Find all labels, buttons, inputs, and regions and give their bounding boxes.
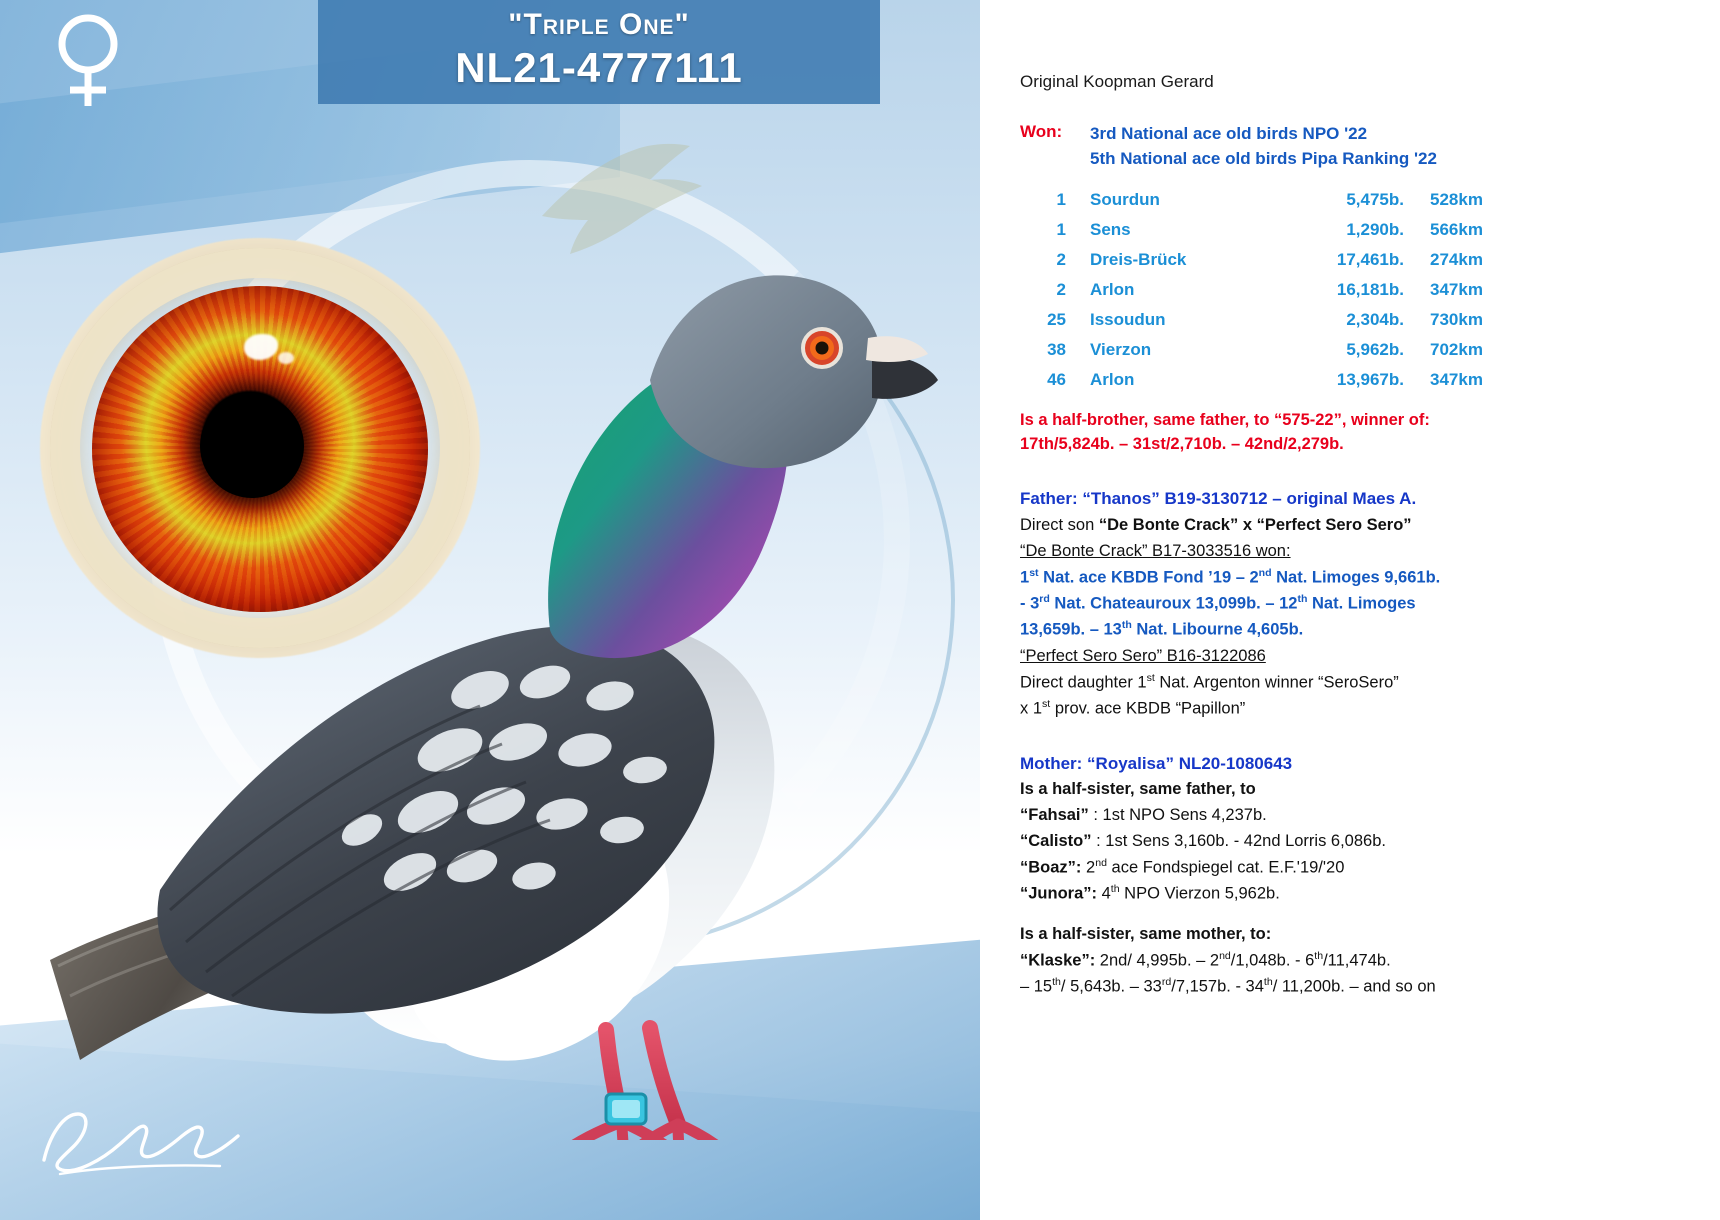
result-race: Issoudun — [1090, 310, 1166, 330]
bc3sup: th — [1121, 619, 1132, 632]
ps2b: prov. ace KBDB “Papillon” — [1050, 699, 1246, 718]
kl2b: / 5,643b. – 33 — [1060, 977, 1162, 996]
result-position: 25 — [1047, 310, 1066, 330]
father-heading: Father: “Thanos” B19-3130712 – original Maes A. — [1020, 489, 1417, 509]
result-distance: 566km — [1430, 220, 1483, 240]
breeder-signature — [24, 1094, 254, 1184]
results-table — [1020, 185, 1520, 395]
bc2sup2: th — [1297, 593, 1308, 606]
father-direct-son-line — [1020, 514, 1696, 538]
ps1sup: st — [1146, 671, 1155, 684]
female-symbol-icon — [40, 8, 136, 112]
relative-sep: : — [1091, 832, 1106, 851]
bc2sup: rd — [1039, 593, 1050, 606]
kl1sup2: th — [1314, 949, 1324, 962]
bc1a: 1 — [1020, 568, 1030, 587]
relative-sep: : — [1088, 806, 1103, 825]
result-distance: 702km — [1430, 340, 1483, 360]
result-race: Vierzon — [1090, 340, 1152, 360]
bc2c: Nat. Limoges — [1307, 594, 1416, 613]
ps2sup: st — [1042, 698, 1051, 711]
result-birds: 5,962b. — [1346, 340, 1404, 360]
origin-line: Original Koopman Gerard — [1020, 72, 1214, 91]
result-birds: 13,967b. — [1336, 370, 1404, 390]
half-brother-line-2: 17th/5,824b. – 31st/2,710b. – 42nd/2,279b. — [1020, 435, 1344, 454]
kl2d: / 11,200b. – and so on — [1272, 977, 1436, 996]
result-position: 38 — [1047, 340, 1066, 360]
result-position: 1 — [1056, 220, 1066, 240]
kl2sup2: rd — [1161, 976, 1172, 989]
kl1b: /1,048b. - 6 — [1230, 951, 1315, 970]
bonte-crack-line-2 — [1020, 592, 1696, 616]
klaske-name: “Klaske”: — [1020, 951, 1096, 970]
result-position: 46 — [1047, 370, 1066, 390]
bc1sup: st — [1029, 566, 1039, 579]
won-label: Won: — [1020, 122, 1063, 141]
kl2sup3: th — [1263, 976, 1273, 989]
bc2a: - 3 — [1020, 594, 1040, 613]
kl2a: – 15 — [1020, 977, 1053, 996]
result-birds: 5,475b. — [1346, 190, 1404, 210]
relative-result-pre: 4 — [1101, 884, 1111, 903]
result-position: 1 — [1056, 190, 1066, 210]
kl1c: /11,474b. — [1323, 951, 1391, 970]
won-section — [1020, 122, 1696, 171]
mother-section — [1020, 752, 1696, 1000]
result-distance: 274km — [1430, 250, 1483, 270]
relative-result: ace Fondspiegel cat. E.F.'19/'20 — [1106, 858, 1345, 877]
bc2b: Nat. Chateauroux 13,099b. – 12 — [1049, 594, 1298, 613]
half-sister-mother-line: Is a half-sister, same mother, to: — [1020, 924, 1272, 943]
pigeon-nickname: "Triple One" — [508, 8, 690, 41]
relative-result: NPO Vierzon 5,962b. — [1119, 884, 1280, 903]
kl2c: /7,157b. - 34 — [1171, 977, 1264, 996]
table-row — [1020, 335, 1520, 365]
bc3b: Nat. Libourne 4,605b. — [1131, 620, 1304, 639]
table-row — [1020, 305, 1520, 335]
result-distance: 347km — [1430, 370, 1483, 390]
spacer — [1020, 907, 1696, 921]
relative-name: “Fahsai” — [1020, 806, 1089, 825]
pigeon-ring-number: NL21-4777111 — [455, 44, 743, 91]
result-birds: 2,304b. — [1346, 310, 1404, 330]
bc1sup2: nd — [1258, 566, 1272, 579]
klaske-line-2 — [1020, 975, 1696, 999]
won-line-1: 3rd National ace old birds NPO '22 — [1090, 124, 1368, 143]
direct-son-prefix: Direct son — [1020, 515, 1099, 534]
result-race: Arlon — [1090, 280, 1135, 300]
bc3a: 13,659b. – 13 — [1020, 620, 1122, 639]
relative-result: 1st Sens 3,160b. - 42nd Lorris 6,086b. — [1105, 832, 1386, 851]
title-block — [318, 0, 880, 104]
result-position: 2 — [1056, 250, 1066, 270]
relative-result-pre: 2 — [1086, 858, 1096, 877]
table-row — [1020, 365, 1520, 395]
perfect-sero-heading: “Perfect Sero Sero” B16-3122086 — [1020, 646, 1266, 665]
mother-heading: Mother: “Royalisa” NL20-1080643 — [1020, 753, 1293, 773]
result-birds: 16,181b. — [1336, 280, 1404, 300]
list-item — [1020, 830, 1696, 854]
father-section — [1020, 487, 1696, 722]
table-row — [1020, 245, 1520, 275]
result-distance: 347km — [1430, 280, 1483, 300]
pedigree-text-panel — [980, 0, 1720, 1220]
ps2a: x 1 — [1020, 699, 1043, 718]
list-item — [1020, 856, 1696, 880]
result-position: 2 — [1056, 280, 1066, 300]
result-race: Arlon — [1090, 370, 1135, 390]
relative-name: “Junora”: — [1020, 884, 1098, 903]
result-race: Sens — [1090, 220, 1131, 240]
direct-son-parents: “De Bonte Crack” x “Perfect Sero Sero” — [1098, 515, 1412, 534]
result-birds: 17,461b. — [1336, 250, 1404, 270]
table-row — [1020, 275, 1520, 305]
perfect-sero-line-2 — [1020, 697, 1696, 721]
kl2sup: th — [1052, 976, 1061, 989]
bonte-crack-line-1 — [1020, 566, 1696, 590]
result-race: Dreis-Brück — [1090, 250, 1187, 270]
list-item — [1020, 882, 1696, 906]
won-lines — [1090, 122, 1437, 171]
result-distance: 528km — [1430, 190, 1483, 210]
relative-result-sup: th — [1110, 883, 1120, 896]
relative-result-sup: nd — [1095, 857, 1107, 870]
kl1a: 2nd/ 4,995b. – 2 — [1095, 951, 1220, 970]
pigeon-photo — [10, 130, 940, 1140]
klaske-line-1 — [1020, 949, 1696, 973]
result-distance: 730km — [1430, 310, 1483, 330]
bonte-crack-heading: “De Bonte Crack” B17-3033516 won: — [1020, 541, 1291, 560]
kl1sup: nd — [1219, 949, 1231, 962]
bonte-crack-line-3 — [1020, 618, 1696, 642]
bc1b: Nat. ace KBDB Fond ’19 – 2 — [1038, 568, 1259, 587]
relative-name: “Calisto” — [1020, 832, 1092, 851]
result-birds: 1,290b. — [1346, 220, 1404, 240]
relative-name: “Boaz”: — [1020, 858, 1082, 877]
perfect-sero-line-1 — [1020, 671, 1696, 695]
half-sister-father-line: Is a half-sister, same father, to — [1020, 780, 1256, 799]
bc1c: Nat. Limoges 9,661b. — [1271, 568, 1441, 587]
table-row — [1020, 215, 1520, 245]
list-item — [1020, 804, 1696, 828]
ps1b: Nat. Argenton winner “SeroSero” — [1154, 673, 1399, 692]
ps1a: Direct daughter 1 — [1020, 673, 1147, 692]
won-line-2: 5th National ace old birds Pipa Ranking '22 — [1090, 148, 1437, 168]
half-brother-line-1: Is a half-brother, same father, to “575-22”, winner of: — [1020, 411, 1430, 430]
relative-result: 1st NPO Sens 4,237b. — [1102, 806, 1267, 825]
result-race: Sourdun — [1090, 190, 1160, 210]
half-brother-note — [1020, 409, 1696, 457]
table-row — [1020, 185, 1520, 215]
